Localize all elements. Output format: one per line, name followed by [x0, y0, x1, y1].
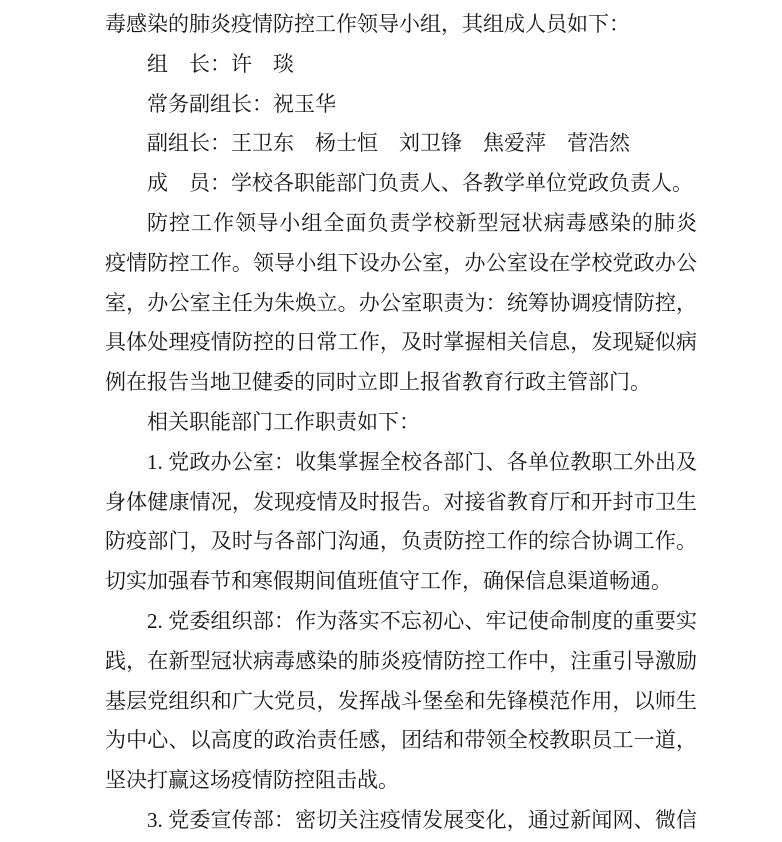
text-line: 2. 党委组织部：作为落实不忘初心、牢记使命制度的重要实 — [147, 608, 697, 633]
text-line: 具体处理疫情防控的日常工作，及时掌握相关信息，发现疑似病 — [105, 330, 697, 355]
text-line: 防控工作领导小组全面负责学校新型冠状病毒感染的肺炎 — [147, 210, 697, 235]
text-line: 常务副组长：祝玉华 — [147, 91, 336, 116]
text-line: 例在报告当地卫健委的同时立即上报省教育行政主管部门。 — [105, 370, 651, 395]
text-line: 1. 党政办公室：收集掌握全校各部门、各单位教职工外出及 — [147, 449, 697, 474]
text-line: 毒感染的肺炎疫情防控工作领导小组，其组成人员如下： — [105, 12, 630, 36]
text-line: 疫情防控工作。领导小组下设办公室，办公室设在学校党政办公 — [105, 250, 697, 275]
text-line: 坚决打赢这场疫情防控阻击战。 — [105, 768, 399, 793]
text-line: 身体健康情况，发现疫情及时报告。对接省教育厅和开封市卫生 — [105, 489, 697, 514]
text-line: 3. 党委宣传部：密切关注疫情发展变化，通过新闻网、微信 — [147, 807, 697, 832]
document-body — [105, 5, 697, 841]
text-line: 防疫部门，及时与各部门沟通，负责防控工作的综合协调工作。 — [105, 529, 697, 554]
text-line: 室，办公室主任为朱焕立。办公室职责为：统筹协调疫情防控， — [105, 290, 697, 315]
text-line: 副组长：王卫东 杨士恒 刘卫锋 焦爱萍 菅浩然 — [147, 131, 630, 156]
text-line: 切实加强春节和寒假期间值班值守工作，确保信息渠道畅通。 — [105, 569, 672, 594]
text-line: 为中心、以高度的政治责任感，团结和带领全校教职员工一道， — [105, 728, 697, 753]
text-line: 相关职能部门工作职责如下： — [147, 409, 420, 434]
text-line: 组 长：许 琰 — [147, 51, 294, 76]
text-line: 成 员：学校各职能部门负责人、各教学单位党政负责人。 — [147, 171, 693, 196]
text-line: 基层党组织和广大党员，发挥战斗堡垒和先锋模范作用，以师生 — [105, 688, 697, 713]
text-line: 践，在新型冠状病毒感染的肺炎疫情防控工作中，注重引导激励 — [105, 648, 697, 673]
